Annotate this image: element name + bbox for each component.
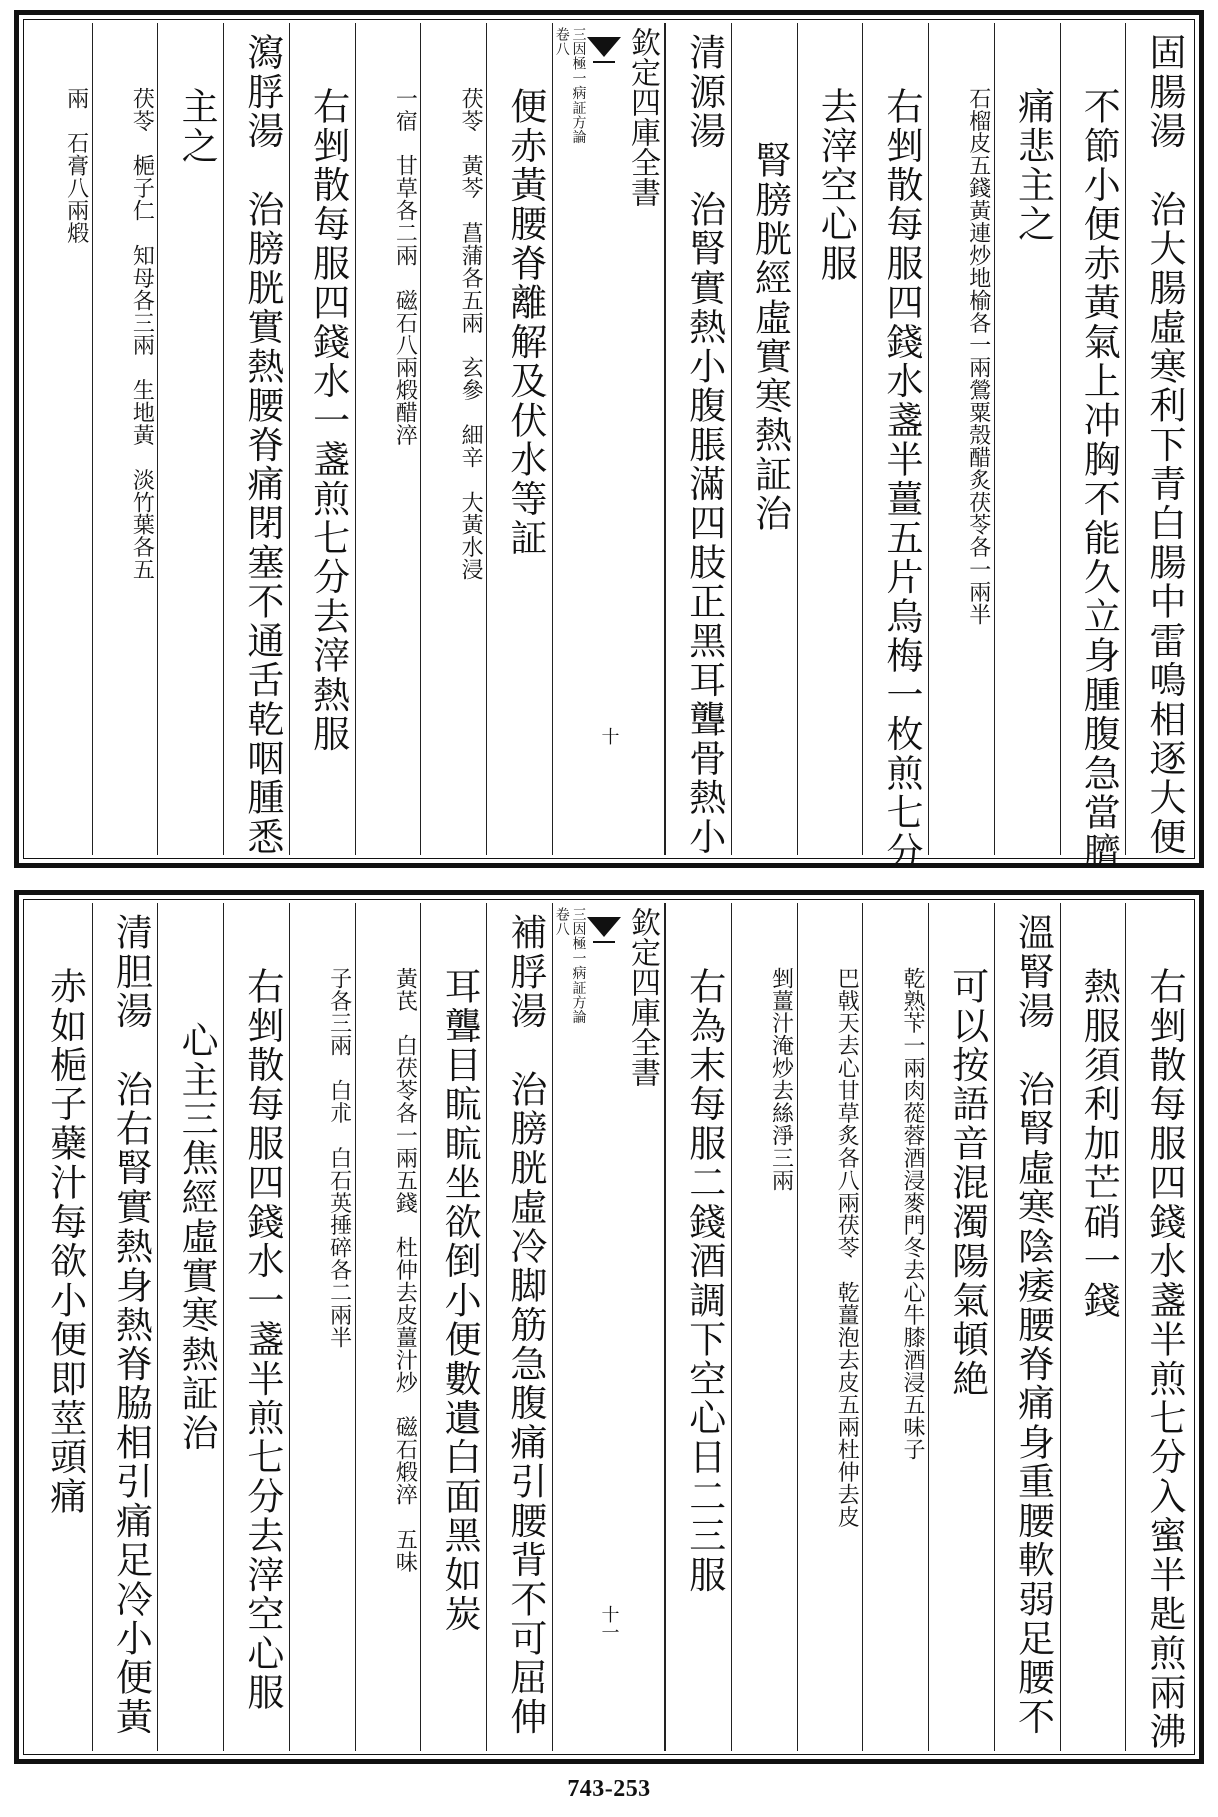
book-title: 欽定四庫全書 [625,907,660,1087]
text-column: 石榴皮五錢黃連炒地榆各一兩鶯粟殼醋炙茯苓各一兩半 [928,23,994,855]
text-column: 清胆湯 治右腎實熱身熱脊脇相引痛足冷小便黃 [92,903,158,1751]
text-column: 子各三兩 白朮 白石英捶碎各二兩半 [289,903,355,1751]
volume-label: 卷八 [553,27,570,57]
top-text-columns [27,23,1191,872]
text-column: 瀉脬湯 治膀胱實熱腰脊痛閉塞不通舌乾咽腫悉 [223,23,289,855]
text-column: 可以按語音混濁陽氣頓絶 [928,903,994,1751]
text-column: 赤如梔子蘗汁每欲小便即莖頭痛 [43,967,87,1517]
chapter-title: 三因極一病証方論 [570,907,587,1025]
chapter-title: 三因極一病証方論 [570,27,587,145]
leaf-number: 十一 [598,1605,620,1641]
leaf-number: 十 [598,727,620,745]
text-column: 清源湯 治腎實熱小腹脹滿四肢正黑耳聾骨熱小 [665,23,731,855]
section-heading: 心主三焦經虛實寒熱証治 [157,903,223,1751]
fishtail-mark-icon [587,37,621,71]
section-heading: 腎膀胱經虛實寒熱証治 [731,23,797,855]
book-spine [552,903,665,1751]
text-column: 茯苓 黃芩 菖蒲各五兩 玄參 細辛 大黃水浸 [420,23,486,855]
text-column: 去滓空心服 [797,23,863,855]
text-column: 耳聾目䀮䀮坐欲倒小便數遺白面黑如炭 [420,903,486,1751]
text-column: 溫腎湯 治腎虛寒陰痿腰脊痛身重腰軟弱足腰不 [994,903,1060,1751]
text-column: 主之 [157,23,223,855]
text-column: 痛悲主之 [994,23,1060,855]
volume-label: 卷八 [553,907,570,937]
book-title: 欽定四庫全書 [625,27,660,207]
text-column: 右為末每服二錢酒調下空心日二三服 [665,903,731,1751]
text-column: 熱服須利加芒硝一錢 [1060,903,1126,1751]
page-code: 743-253 [567,1776,651,1802]
text-column: 乾熟苄一兩肉蓯蓉酒浸麥門冬去心牛膝酒浸五味子 [862,903,928,1751]
text-column: 固腸湯 治大腸虛寒利下青白腸中雷鳴相逐大便 [1125,23,1191,855]
bottom-text-columns [27,903,1191,1751]
text-column: 兩 石膏八兩煅 [63,87,89,245]
text-column: 右剉散每服四錢水一盞半煎七分去滓空心服 [223,903,289,1751]
top-page-panel [14,10,1204,872]
text-column: 黃芪 白茯苓各一兩五錢 杜仲去皮薑汁炒 磁石煅淬 五味 [355,903,421,1751]
text-column: 一宿 甘草各二兩 磁石八兩煅醋淬 [355,23,421,855]
text-column: 右剉散每服四錢水盞半煎七分入蜜半匙煎兩沸 [1125,903,1191,1751]
bottom-page-panel [14,890,1204,1764]
text-column: 右剉散每服四錢水盞半薑五片烏梅一枚煎七分 [862,23,928,855]
text-column: 巴戟天去心甘草炙各八兩茯苓 乾薑泡去皮五兩杜仲去皮 [797,903,863,1751]
text-column: 茯苓 梔子仁 知母各三兩 生地黃 淡竹葉各五 [92,23,158,855]
text-column: 不節小便赤黃氣上冲胸不能久立身腫腹急當臍 [1060,23,1126,855]
text-column: 便赤黃腰脊離解及伏水等証 [486,23,552,855]
text-column: 剉薑汁淹炒去絲淨三兩 [731,903,797,1751]
fishtail-mark-icon [587,917,621,951]
book-spine [552,23,665,855]
text-column: 補脬湯 治膀胱虛冷脚筋急腹痛引腰背不可屈伸 [486,903,552,1751]
text-column: 右剉散每服四錢水一盞煎七分去滓熱服 [289,23,355,855]
